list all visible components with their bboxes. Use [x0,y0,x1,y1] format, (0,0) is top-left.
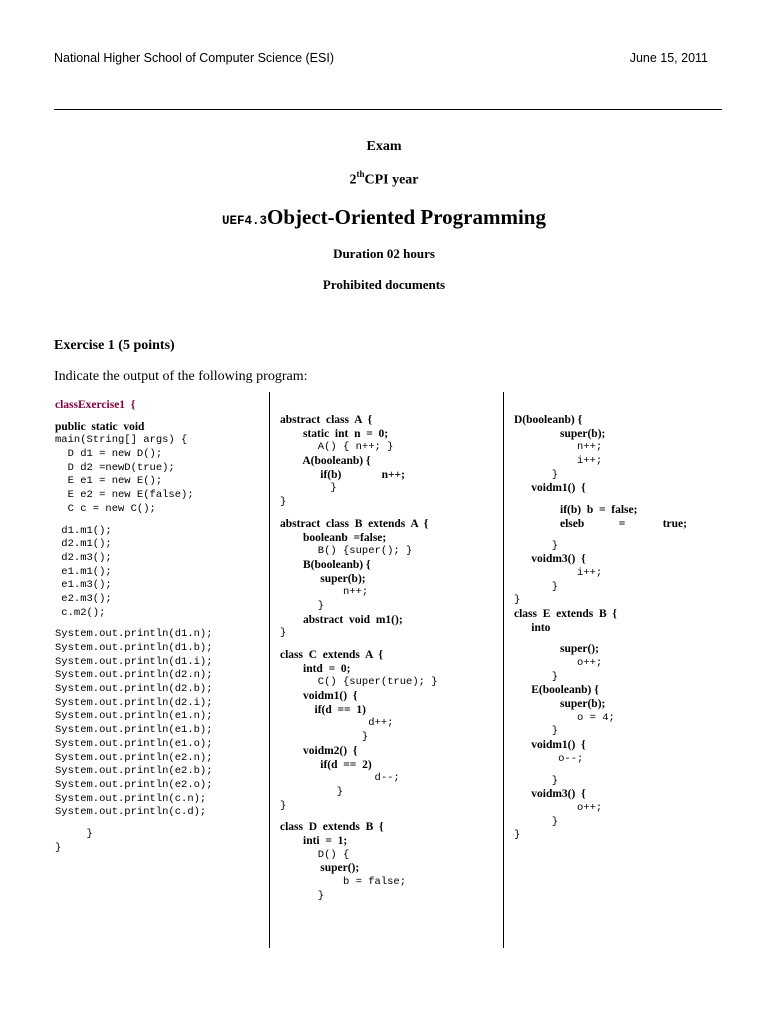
course-name: Object-Oriented Programming [267,205,546,229]
code-line: voidm3() { [514,553,586,566]
code-line: } [514,774,559,787]
column-divider [503,392,504,948]
code-line: } [280,731,369,744]
code-line: super(); [514,643,599,656]
code-line: System.out.println(d2.n); [55,669,213,682]
code-line: o--; [514,752,584,765]
code-line: } [280,785,344,798]
code-line: A() { n++; } [280,441,394,454]
line-gap [514,635,687,643]
line-gap [280,641,438,649]
code-line: C() {super(true); } [280,676,438,689]
code-line: C c = new C(); [55,502,156,515]
code-line: System.out.println(e1.n); [55,710,213,723]
code-line: } [514,815,559,828]
column-divider [269,392,270,948]
code-line: b = false; [280,876,407,888]
code-line: super(b); [280,572,366,585]
code-line: System.out.println(c.d); [55,806,207,819]
code-line: } [280,799,287,812]
code-line: System.out.println(e2.o); [55,778,213,791]
code-line: i++; [514,566,603,579]
code-line: c.m2(); [55,606,106,619]
code-line: D d2 =newD(true); [55,461,175,474]
code-line: } [514,580,559,593]
code-line: voidm2() { [280,744,358,757]
code-line: public static void [55,420,145,433]
code-line: System.out.println(d2.i); [55,696,213,709]
code-line: } [514,829,521,842]
code-line: o++; [514,657,603,669]
course-heading [0,205,768,230]
year-ordinal: th [356,169,365,179]
line-gap [280,510,438,518]
line-gap [55,517,213,525]
exercise-title: Exercise 1 (5 points) [54,338,175,353]
code-line: } [514,539,559,552]
code-line: System.out.println(d2.b); [55,683,213,696]
code-line: } [514,725,559,738]
code-line: o++; [514,801,603,814]
code-line: o = 4; [514,711,615,724]
code-line: super(b); [514,427,606,440]
code-line: d2.m3(); [55,551,112,564]
exam-heading: Exam [366,139,402,154]
code-line: e2.m3(); [55,592,112,605]
code-line: D() { [280,848,350,861]
code-line: class D extends B { [280,821,384,834]
code-line: E e1 = new E(); [55,475,163,488]
code-line: elseb = true; [514,517,687,530]
code-line: } [55,841,62,854]
code-line: class E extends B { [514,607,617,620]
code-column-main [55,399,213,855]
code-line: } [280,627,287,640]
code-column-classes [280,414,438,903]
code-line: } [514,670,559,683]
code-line: d--; [280,772,400,785]
line-gap [514,767,687,775]
institution-name: National Higher School of Computer Science (ESI) [54,51,334,65]
code-line: } [280,889,325,902]
code-line: abstract class B extends A { [280,517,429,530]
code-line: abstract void m1(); [280,613,403,626]
code-line: E(booleanb) { [514,684,599,697]
code-line: main(String[] args) { [55,434,188,447]
code-line: abstract class A { [280,414,373,426]
duration-heading: Duration 02 hours [333,246,435,261]
code-line: D(booleanb) { [514,414,583,426]
header-divider [54,109,722,110]
code-line: super(b); [514,698,606,711]
code-line: static int n = 0; [280,427,389,440]
code-line: } [514,468,559,481]
exam-date: June 15, 2011 [629,51,708,65]
line-gap [55,413,213,421]
line-gap [55,820,213,828]
code-line: if(d == 1) [280,703,366,716]
code-line: classExercise1 { [55,399,136,411]
code-line: n++; [280,586,369,599]
code-line: D d1 = new D(); [55,448,163,461]
code-line: if(b) b = false; [514,504,638,517]
code-line: if(d == 2) [280,758,372,771]
code-line: voidm3() { [514,788,586,801]
exercise-intro: Indicate the output of the following program: [54,369,308,384]
code-line: System.out.println(d1.i); [55,655,213,668]
course-code: UEF4.3 [222,214,268,228]
code-line: d++; [280,717,394,730]
code-line: n++; [514,441,603,454]
year-heading [0,170,768,189]
code-line: intd = 0; [280,662,351,675]
code-line: e1.m3(); [55,579,112,592]
code-line: class C extends A { [280,649,383,661]
code-line: voidm1() { [514,482,586,495]
year-label: CPI year [364,172,419,188]
code-line: } [280,496,287,509]
line-gap [514,496,687,504]
code-line: B(booleanb) { [280,558,371,571]
code-line: inti = 1; [280,834,348,847]
documents-heading: Prohibited documents [322,277,446,292]
code-line: B() {super(); } [280,545,413,558]
line-gap [514,532,687,540]
code-line: } [280,599,325,612]
code-line: System.out.println(d1.n); [55,628,213,641]
code-column-subclasses [514,414,687,843]
code-line: System.out.println(e2.n); [55,751,213,764]
code-line: e1.m1(); [55,565,112,578]
line-gap [55,620,213,628]
code-line: d2.m1(); [55,538,112,551]
code-line: booleanb =false; [280,531,387,544]
year-number: 2 [349,172,357,188]
code-line: d1.m1(); [55,524,112,537]
code-line: i++; [514,455,603,468]
code-line: System.out.println(d1.b); [55,642,213,654]
code-line: voidm1() { [280,690,358,703]
code-line: } [514,594,521,607]
code-line: if(b) n++; [280,468,405,481]
code-line: } [280,482,337,495]
code-line: into [514,621,551,634]
code-line: } [55,827,93,840]
code-line: System.out.println(e2.b); [55,765,213,778]
line-gap [280,813,438,821]
code-line: System.out.println(c.n); [55,792,207,805]
code-line: super(); [280,862,360,875]
code-line: System.out.println(e1.b); [55,724,213,737]
code-line: System.out.println(e1.o); [55,737,213,750]
code-line: E e2 = new E(false); [55,489,194,502]
code-line: A(booleanb) { [280,455,371,468]
code-line: voidm1() { [514,739,586,752]
